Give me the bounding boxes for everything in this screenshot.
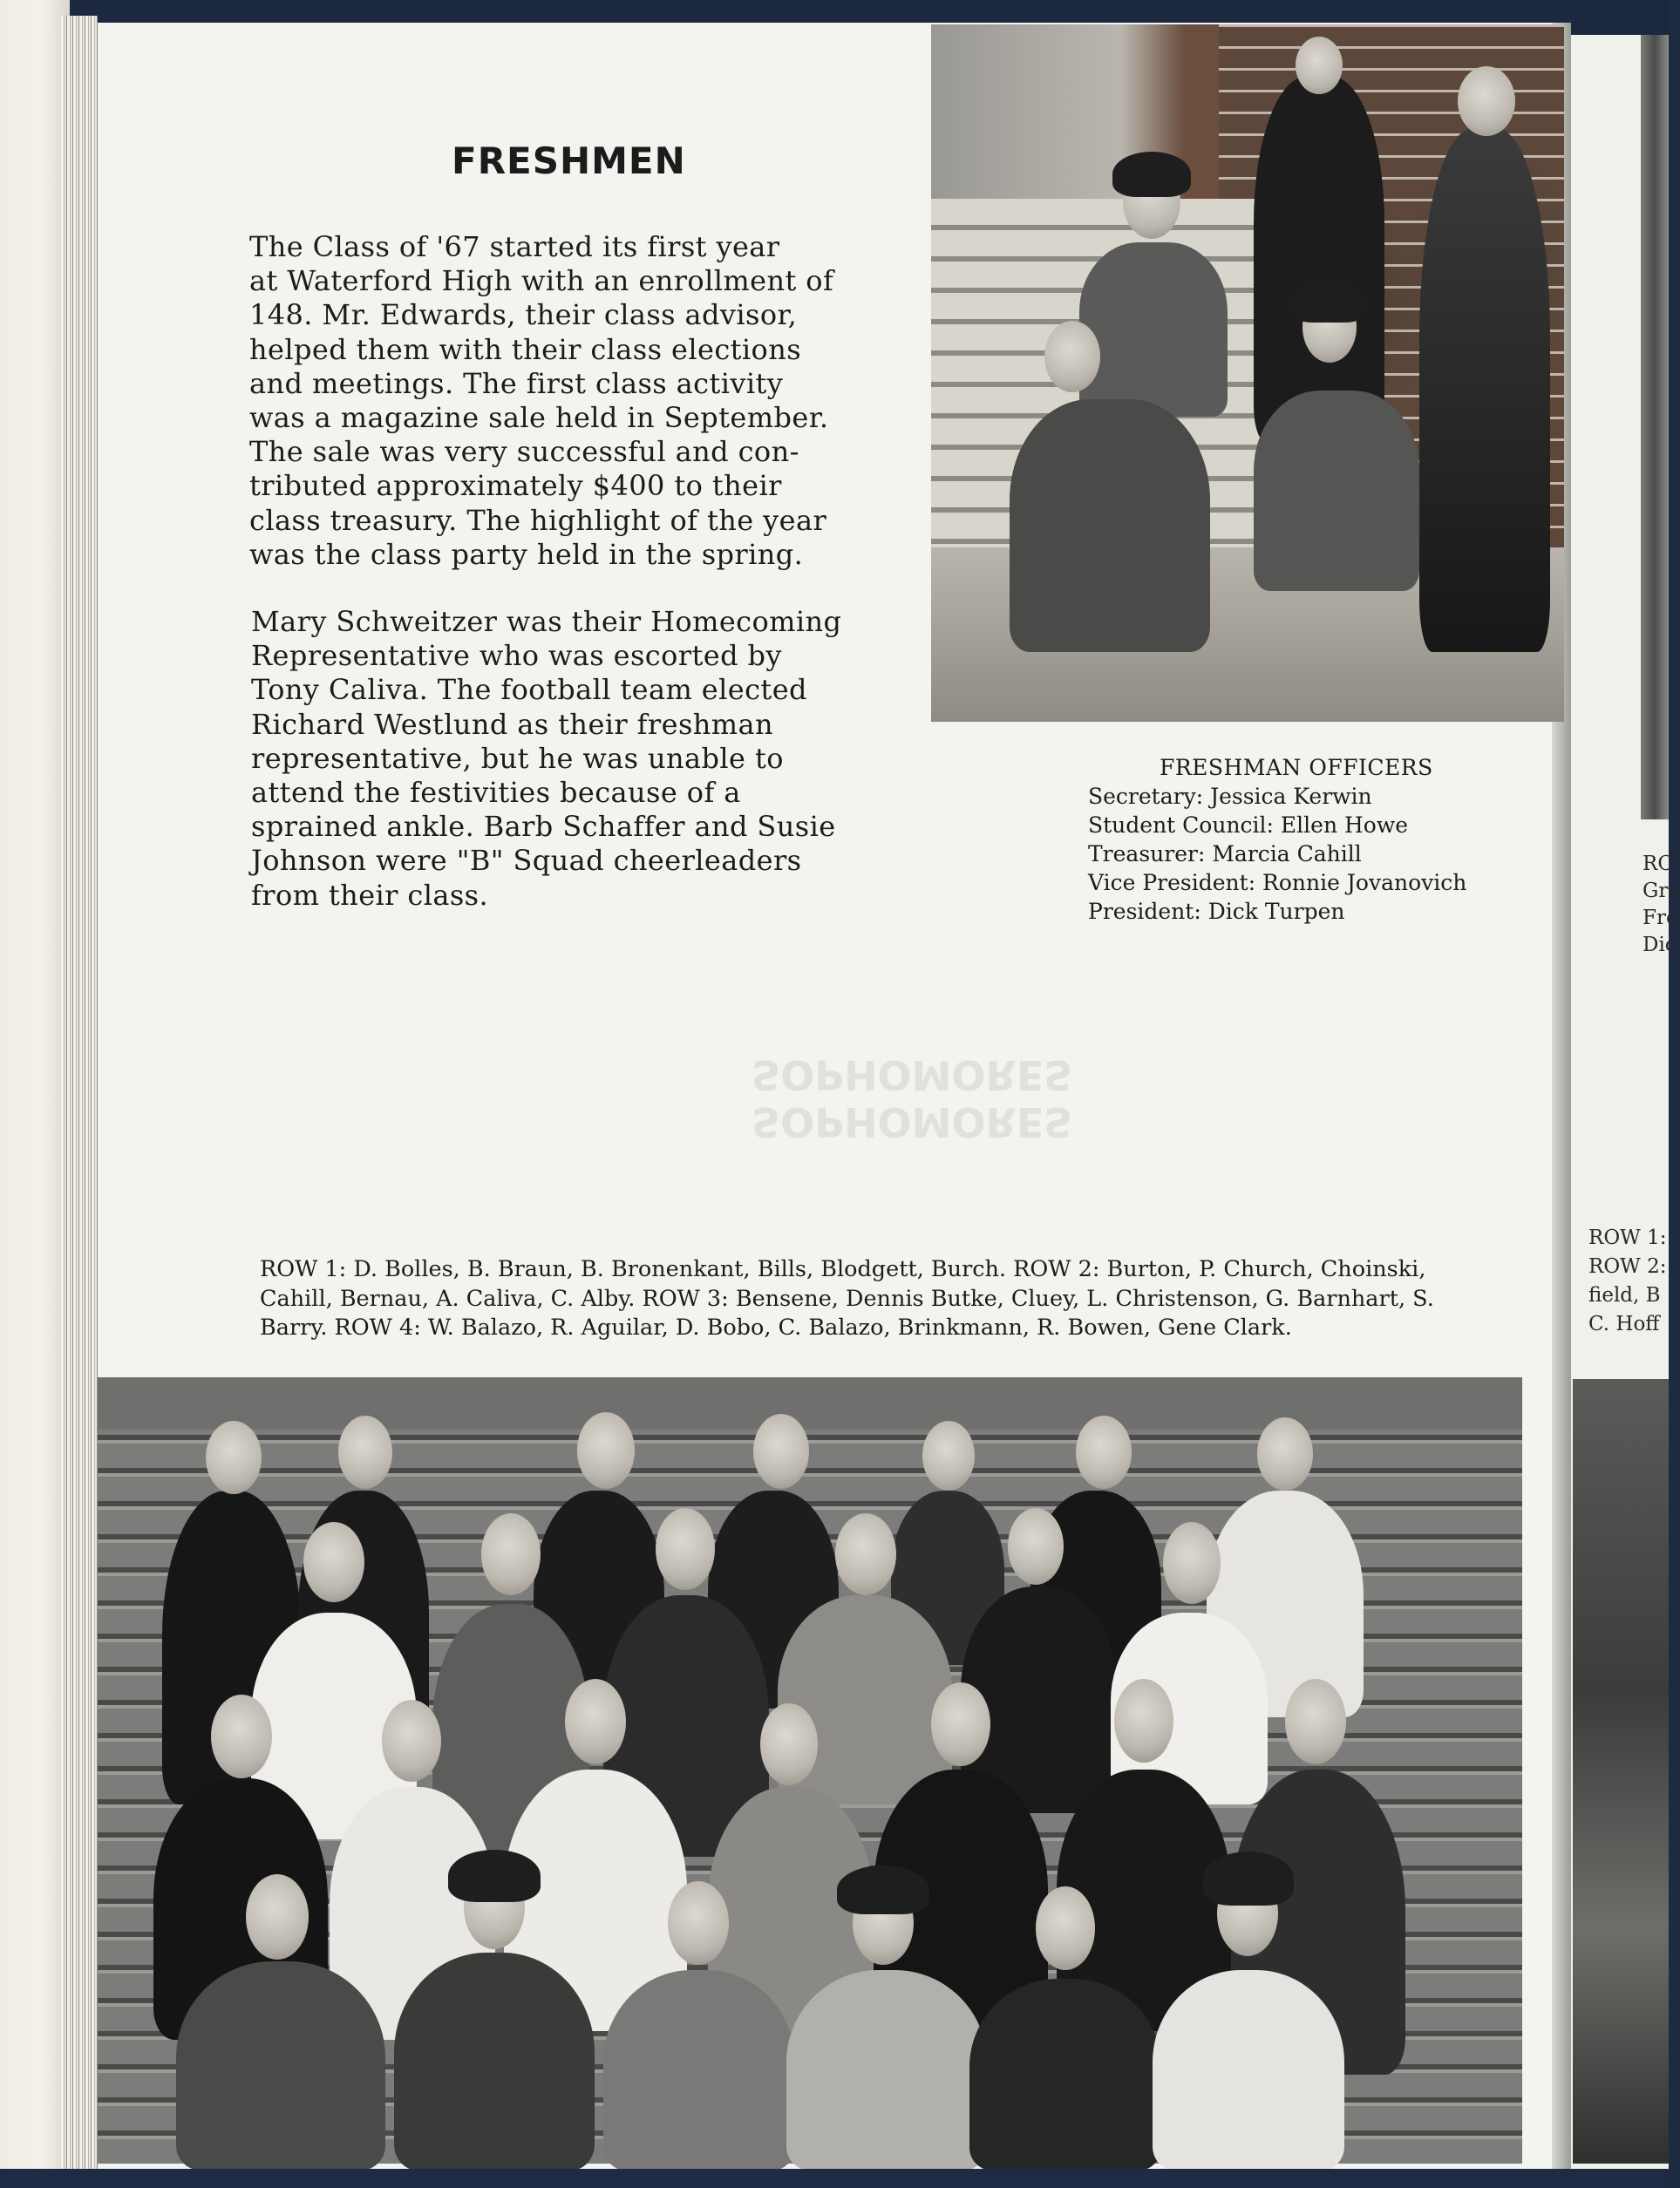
student [603,1970,795,2171]
student-face [1257,1417,1313,1491]
student-face [668,1881,729,1965]
student-hair [448,1850,541,1902]
student [1153,1970,1344,2171]
student-hair [1203,1852,1294,1906]
facing-page-caption-lower: ROW 1: ROW 2: field, B C. Hoff [1588,1227,1667,1335]
student [786,1970,987,2171]
student-face [760,1703,818,1785]
facing-page-photo-bottom [1573,1379,1669,2164]
student-hair [837,1865,929,1914]
officer-line: President: Dick Turpen [1088,899,1345,924]
scanner-edge [0,2169,1669,2188]
officer-figure [1079,242,1228,417]
bleed-through-text: SOPHOMORES SOPHOMORES [752,1051,1073,1145]
student-face [382,1700,441,1782]
student-face [1008,1508,1064,1585]
officers-photo [931,24,1564,722]
student-face [753,1414,809,1489]
caption-line: Cahill, Bernau, A. Caliva, C. Alby. ROW 3: Bensene, Dennis Butke, Cluey, L. Christenson, G. Barnhart, S. [260,1285,1434,1312]
class-group-photo [98,1377,1522,2164]
gym-wall [98,1377,1522,1430]
officer-face [1458,66,1515,136]
officer-line: Treasurer: Marcia Cahill [1088,841,1362,866]
class-photo-caption [260,1255,1522,1343]
student [176,1961,385,2171]
student-face [481,1513,541,1595]
student-face [922,1421,975,1491]
student-face [1036,1886,1095,1970]
student-face [206,1421,262,1494]
student-face [338,1416,392,1489]
officer-line: Student Council: Ellen Howe [1088,812,1409,838]
officer-hair [1112,152,1191,197]
book-page-stack [0,0,70,2188]
student-face [1076,1416,1132,1489]
homecoming-paragraph: Mary Schweitzer was their Homecoming Representative who was escorted by Tony Caliva. The football team elected Richard Westlund as their freshman representative, but he was unable to attend the festivities because of a sprained ankle. Barb Schaffer and Susie Johnson were "B" Squad cheerleaders from their class. [251,605,842,912]
facing-page-caption-upper: RO Gra Fro Dic [1643,853,1680,956]
officer-face [1044,321,1100,392]
student-face [577,1412,635,1489]
officer-figure [1419,129,1550,652]
page-edges [61,16,98,2169]
student [969,1979,1161,2171]
student-face [565,1679,626,1764]
officer-hair [1289,279,1369,323]
student-face [1114,1679,1173,1763]
officer-line: Vice President: Ronnie Jovanovich [1088,870,1467,895]
student-face [303,1522,364,1602]
student-face [1163,1522,1221,1604]
officer-figure [1254,391,1419,591]
student-face [835,1513,896,1595]
student-face [656,1508,715,1590]
officer-face [1296,37,1343,94]
officer-figure [1010,399,1210,652]
officers-caption-title: FRESHMAN OFFICERS [1160,755,1433,780]
student-face [246,1874,309,1960]
officer-line: Secretary: Jessica Kerwin [1088,784,1372,809]
student-face [931,1682,990,1766]
student-face [211,1695,272,1778]
student [394,1953,595,2171]
student-face [1285,1679,1346,1764]
caption-line: ROW 1: D. Bolles, B. Braun, B. Bronenkant, Bills, Blodgett, Burch. ROW 2: Burton, P. Church, Choinski, [260,1256,1426,1282]
facing-page-photo-top [1641,35,1669,819]
caption-line: Barry. ROW 4: W. Balazo, R. Aguilar, D. Bobo, C. Balazo, Brinkmann, R. Bowen, Gene Clark. [260,1315,1292,1341]
officers-caption [1088,753,1466,926]
page-heading: FRESHMEN [452,139,686,182]
intro-paragraph: The Class of '67 started its first year at Waterford High with an enrollment of 148. Mr. Edwards, their class advisor, helped them with their class elections and meetings. The first class activity was a magazine sale held in September. The sale was very successful and con- tributed approximately $400 to their class treasury. The highlight of the year was the class party held in the spring. [249,230,834,571]
officer-figure [1254,77,1384,443]
